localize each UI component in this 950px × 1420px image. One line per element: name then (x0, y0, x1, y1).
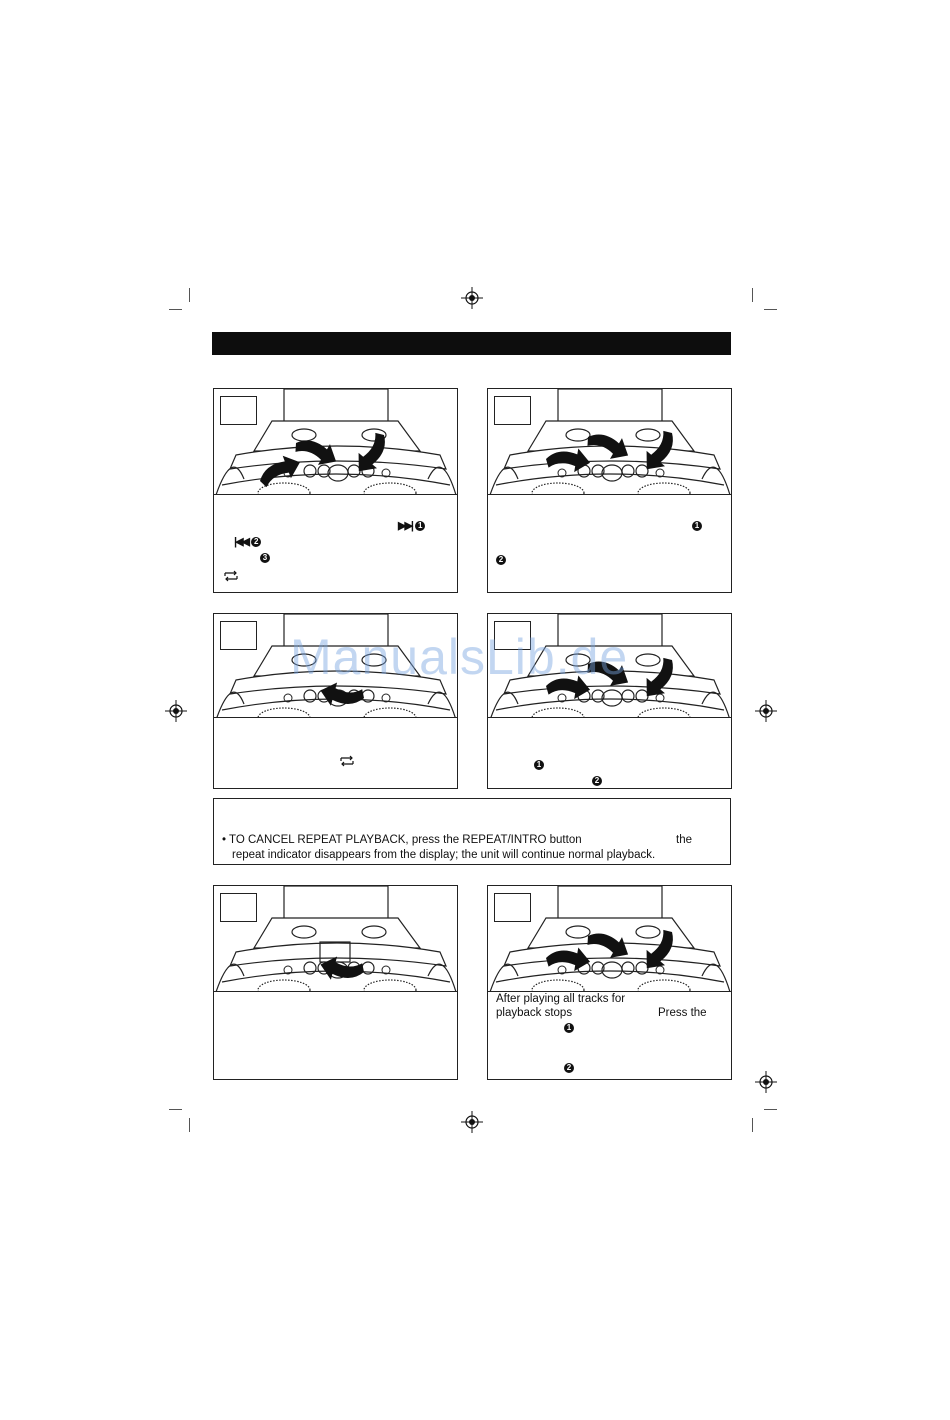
marker-one: 1 (415, 521, 425, 531)
marker-three: 3 (260, 553, 270, 563)
marker-one: 1 (692, 521, 702, 531)
step-panel-b (487, 388, 732, 593)
crop-mark (752, 288, 753, 302)
note-line-1 (222, 833, 582, 847)
panel-f-line-2-tail: Press the (658, 1007, 707, 1019)
step-panel-a (213, 388, 458, 593)
step-two-marker (592, 774, 602, 788)
marker-two: 2 (592, 776, 602, 786)
crop-mark (189, 288, 190, 302)
registration-mark-icon (755, 1071, 777, 1093)
registration-mark-icon (461, 1111, 483, 1133)
marker-one: 1 (564, 1023, 574, 1033)
step-number-box (220, 621, 257, 650)
section-header-bar (212, 332, 731, 355)
step-one-marker (564, 1021, 574, 1035)
step-number-box (494, 893, 531, 922)
bullet: • (222, 834, 227, 846)
crop-mark (764, 1109, 777, 1110)
step-two-marker (496, 553, 506, 567)
step-number-box (494, 396, 531, 425)
crop-mark (169, 1109, 182, 1110)
skip-back-icon: |◀◀ (234, 536, 248, 548)
watermark: ManualsLib.de (290, 629, 629, 685)
crop-mark (764, 309, 777, 310)
step-one-marker (692, 519, 702, 533)
crop-mark (752, 1118, 753, 1132)
note-line-1-text: TO CANCEL REPEAT PLAYBACK, press the REPEAT/INTRO button (229, 834, 582, 846)
note-line-2: repeat indicator disappears from the display; the unit will continue normal playback. (232, 849, 656, 861)
skip-back-instruction (234, 535, 261, 549)
step-one-marker (534, 758, 544, 772)
step-two-marker (564, 1061, 574, 1075)
registration-mark-icon (461, 287, 483, 309)
step-three-instruction (260, 551, 270, 565)
panel-f-line-1: After playing all tracks for (496, 993, 626, 1005)
crop-mark (189, 1118, 190, 1132)
marker-two: 2 (564, 1063, 574, 1073)
step-panel-f (487, 885, 732, 1080)
marker-two: 2 (251, 537, 261, 547)
skip-forward-instruction (398, 519, 425, 533)
step-number-box (220, 893, 257, 922)
note-line-1-tail: the (676, 834, 692, 846)
crop-mark (169, 309, 182, 310)
marker-two: 2 (496, 555, 506, 565)
marker-one: 1 (534, 760, 544, 770)
registration-mark-icon (755, 700, 777, 722)
repeat-icon (222, 569, 240, 587)
registration-mark-icon (165, 700, 187, 722)
step-panel-e (213, 885, 458, 1080)
skip-forward-icon: ▶▶| (398, 520, 412, 532)
cancel-repeat-note (213, 798, 731, 865)
panel-f-line-2: playback stops (496, 1007, 573, 1019)
step-number-box (220, 396, 257, 425)
repeat-icon (338, 754, 356, 772)
